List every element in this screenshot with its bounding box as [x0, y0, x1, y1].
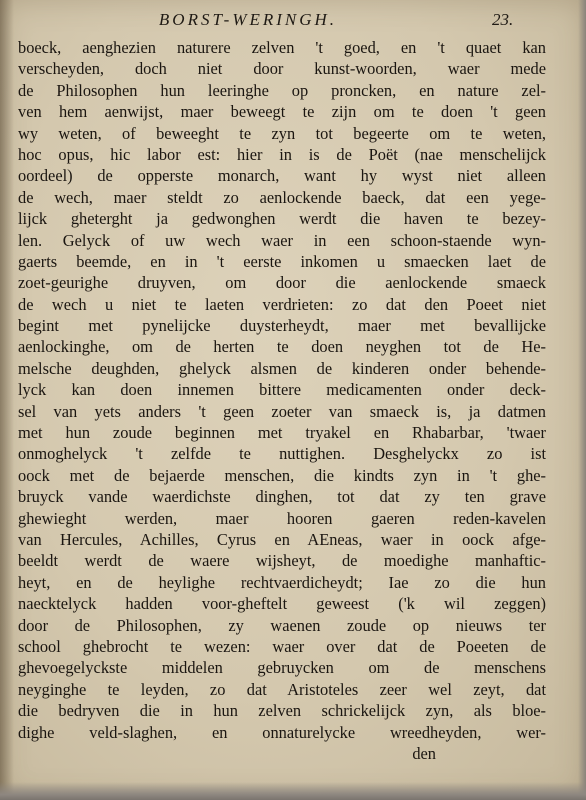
page-number: 23.	[492, 10, 514, 29]
text-line: len. Gelyck of uw wech waer in een schoon-staende wyn-	[18, 230, 546, 250]
catchword: den	[412, 743, 436, 763]
text-line: oock met de bejaerde menschen, die kindts zyn in 't ghe-	[18, 465, 546, 485]
text-line: school ghebrocht te wezen: waer over dat de Poeeten de	[18, 636, 546, 656]
text-line: beeldt werdt de waere wijsheyt, de moedighe manhaftic-	[18, 551, 546, 571]
text-line: met hun zoude beginnen met tryakel en Rhabarbar, 'twaer	[18, 423, 546, 443]
text-line: sel van yets anders 't geen zoeter van smaeck is, ja datmen	[18, 401, 546, 421]
spine-shadow	[0, 0, 14, 800]
text-line: gaerts beemde, en in 't eerste inkomen u smaecken laet de	[18, 251, 546, 271]
text-line: melsche deughden, ghelyck alsmen de kinderen onder behende-	[18, 358, 546, 378]
text-line: wy weten, of beweeght te zyn tot begeerte om te weten,	[18, 123, 546, 143]
text-line: hoc opus, hic labor est: hier in is de Poët (nae menschelijck	[18, 144, 546, 164]
running-title: BORST-WERINGH.	[158, 10, 338, 29]
text-line: onmoghelyck 't zelfde te nuttighen. Desghelyckx zo ist	[18, 444, 546, 464]
text-line: ven hem aenwijst, maer beweegt te zijn om te doen 't geen	[18, 102, 546, 122]
text-line: lijck gheterght ja gedwonghen werdt die haven te bezey-	[18, 209, 546, 229]
running-head	[0, 10, 586, 34]
text-line: ghevoegelyckste middelen gebruycken om de menschens	[18, 658, 546, 678]
text-line: naecktelyck hadden voor-gheftelt geweest ('k wil zeggen)	[18, 594, 546, 614]
text-line: oordeel) de opperste monarch, want hy wyst niet alleen	[18, 166, 546, 186]
text-line: verscheyden, doch niet door kunst-woorden, waer mede	[18, 59, 546, 79]
text-line: dighe veld-slaghen, en onnaturelycke wreedheyden, wer-	[18, 722, 546, 742]
text-line: lyck kan doen innemen bittere medicamenten onder deck-	[18, 380, 546, 400]
text-line: neyginghe te leyden, zo dat Aristoteles zeer wel zeyt, dat	[18, 679, 546, 699]
text-line: aenlockinghe, om de herten te doen neyghen tot de He-	[18, 337, 546, 357]
text-line: begint met pynelijcke duysterheydt, maer met bevallijcke	[18, 316, 546, 336]
text-line: de Philosophen hun leeringhe op proncken, en nature zel-	[18, 80, 546, 100]
text-line: bruyck vande waerdichste dinghen, tot dat zy ten grave	[18, 487, 546, 507]
text-line: de wech u niet te laeten verdrieten: zo dat den Poeet niet	[18, 294, 546, 314]
body-text	[18, 37, 546, 764]
text-line: de wech, maer steldt zo aenlockende baeck, dat een yege-	[18, 187, 546, 207]
text-line: door de Philosophen, zy waenen zoude op nieuws ter	[18, 615, 546, 635]
text-line: zoet-geurighe druyven, om door die aenlockende smaeck	[18, 273, 546, 293]
text-line: ghewieght werden, maer hooren gaeren reden-kavelen	[18, 508, 546, 528]
page-right-edge	[578, 0, 586, 800]
page-bottom-edge	[0, 782, 586, 800]
text-line: van Hercules, Achilles, Cyrus en AEneas, waer in oock afge-	[18, 529, 546, 549]
text-line: heyt, en de heylighe rechtvaerdicheydt; Iae zo die hun	[18, 572, 546, 592]
text-line: boeck, aenghezien naturere zelven 't goed, en 't quaet kan	[18, 38, 546, 57]
text-line: die bedryven die in hun zelven schrickelijck zyn, als bloe-	[18, 701, 546, 721]
